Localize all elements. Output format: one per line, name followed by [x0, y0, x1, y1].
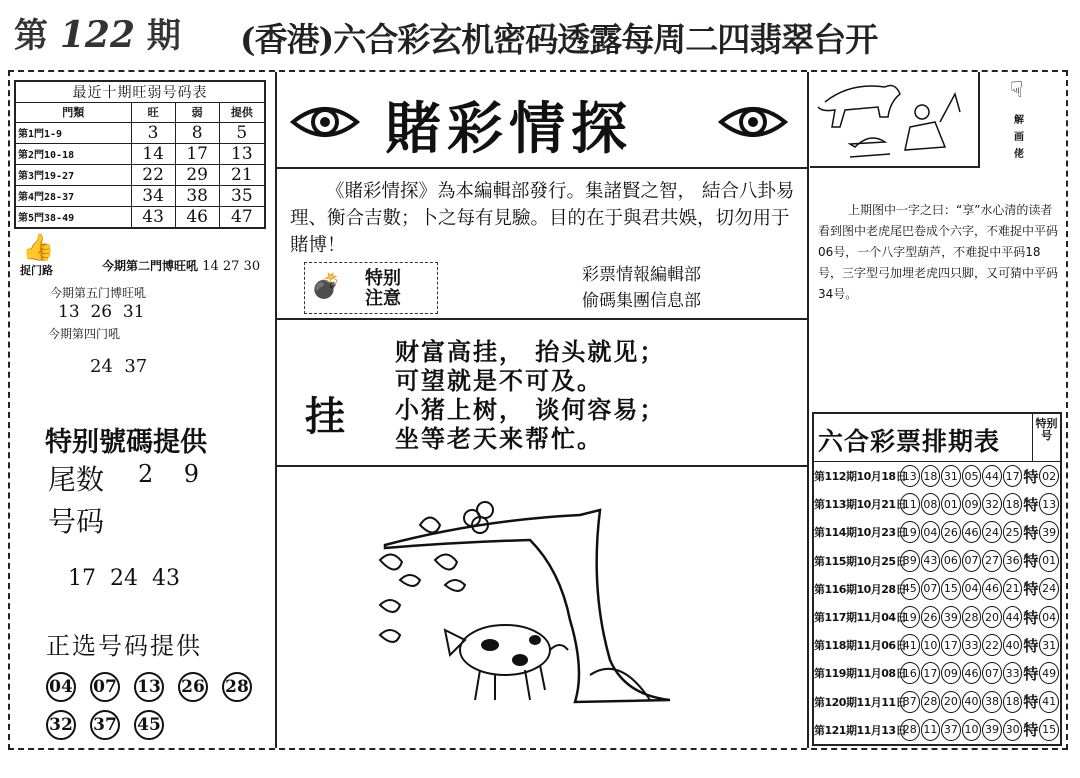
ball-number: 17 — [921, 662, 941, 684]
ball-number: 01 — [941, 493, 961, 515]
special-ball: 15 — [1039, 719, 1059, 741]
tip-line-3-numbers: 24 37 — [90, 356, 148, 377]
special-number-header: 特别号 — [1032, 414, 1060, 461]
poem-line: 小猪上树， 谈何容易； — [395, 396, 666, 424]
ball-number: 41 — [900, 634, 920, 656]
ball-number: 44 — [982, 465, 1002, 487]
row-label: 第4門28-37 — [15, 185, 131, 206]
cell-value: 38 — [175, 185, 219, 206]
ball-number: 06 — [941, 550, 961, 572]
schedule-row — [814, 631, 1060, 659]
cell-value: 35 — [219, 185, 265, 206]
special-ball: 04 — [1039, 606, 1059, 628]
tiger-riddle-image — [810, 72, 978, 166]
ball-number: 11 — [921, 719, 941, 741]
schedule-title: 六合彩票排期表 — [818, 427, 1001, 456]
table-title: 最近十期旺弱号码表 — [15, 81, 265, 103]
page-title: (香港)六合彩玄机密码透露每周二四翡翠台开 — [240, 20, 878, 59]
ball-number: 40 — [1003, 634, 1023, 656]
row-label: 第5門38-49 — [15, 206, 131, 228]
eye-icon — [290, 102, 360, 142]
table-row — [15, 185, 265, 206]
cell-value: 47 — [219, 206, 265, 228]
divider — [276, 318, 807, 320]
riddle-text: 上期图中一字之曰：“享”水心清的读者看到图中老虎尾巴卷成个六字，不难捉中平码06号，一个八字型葫芦，不难捉中平码18号，三字型弓加埋老虎四只脚，又可猜中平码34号。 — [818, 203, 1059, 301]
special-mark: 特 — [1023, 552, 1039, 571]
draw-date: 第114期10月23日 — [814, 526, 907, 540]
special-mark: 特 — [1023, 693, 1039, 712]
special-mark: 特 — [1023, 580, 1039, 599]
column-header: 提供 — [219, 103, 265, 123]
pointing-hand-icon: ☟ — [1010, 78, 1024, 103]
table-row — [15, 164, 265, 185]
ball-number: 18 — [921, 465, 941, 487]
tip-line-3-label: 今期第四门吼 — [48, 327, 121, 341]
ball-number: 10 — [962, 719, 982, 741]
ball-number: 30 — [1003, 719, 1023, 741]
row-label: 第2門10-18 — [15, 143, 131, 164]
tip-line-2-label: 今期第五门博旺吼 — [50, 286, 147, 300]
schedule-row — [814, 688, 1060, 716]
ball-number: 04 — [921, 521, 941, 543]
poem-line: 坐等老天来帮忙。 — [395, 425, 603, 453]
ball-number: 08 — [921, 493, 941, 515]
special-mark: 特 — [1023, 721, 1039, 740]
special-ball: 41 — [1039, 691, 1059, 713]
poem-line: 财富高挂， 抬头就见； — [395, 338, 666, 366]
ball-number: 07 — [921, 578, 941, 600]
ball-number: 09 — [962, 493, 982, 515]
ball-number: 07 — [982, 662, 1002, 684]
ball-number: 40 — [962, 691, 982, 713]
poem-line: 可望就是不可及。 — [395, 367, 603, 395]
ball-number: 39 — [982, 719, 1002, 741]
ball-number: 25 — [1003, 521, 1023, 543]
selection-number: 28 — [222, 672, 252, 702]
poem — [395, 338, 665, 454]
ball-number: 36 — [1003, 550, 1023, 572]
table-row — [15, 143, 265, 164]
cell-value: 14 — [131, 143, 175, 164]
ball-number: 19 — [900, 606, 920, 628]
cell-value: 5 — [219, 122, 265, 143]
cell-value: 34 — [131, 185, 175, 206]
ball-number: 37 — [900, 691, 920, 713]
row-label: 第3門19-27 — [15, 164, 131, 185]
divider — [807, 72, 809, 748]
thumbs-up-icon: 👍 — [22, 233, 55, 263]
ball-number: 15 — [941, 578, 961, 600]
ball-number: 17 — [941, 634, 961, 656]
special-mark: 特 — [1023, 523, 1039, 542]
ball-number: 20 — [982, 606, 1002, 628]
selection-number: 45 — [134, 710, 164, 740]
special-ball: 39 — [1039, 521, 1059, 543]
ball-number: 21 — [1003, 578, 1023, 600]
table-row — [15, 206, 265, 228]
ball-number: 18 — [1003, 493, 1023, 515]
ball-number: 31 — [941, 465, 961, 487]
ball-number: 46 — [962, 521, 982, 543]
schedule-table — [812, 412, 1062, 746]
draw-date: 第115期10月25日 — [814, 554, 907, 568]
selection-number: 32 — [46, 710, 76, 740]
special-ball: 01 — [1039, 550, 1059, 572]
schedule-row — [814, 603, 1060, 631]
riddle-side-label: 解画佬 — [1014, 115, 1024, 160]
ball-number: 20 — [941, 691, 961, 713]
cell-value: 22 — [131, 164, 175, 185]
ball-number: 10 — [921, 634, 941, 656]
signature-line: 偷碼集團信息部 — [582, 291, 701, 311]
intro-text: 《賭彩情探》為本編輯部發行。集諸賢之智， 結合八卦易理、衡合吉數；卜之每有見驗。目的在于與君共娛，切勿用于賭博！ — [290, 181, 795, 256]
ball-number: 33 — [1003, 662, 1023, 684]
ball-number: 37 — [941, 719, 961, 741]
ball-number: 13 — [900, 465, 920, 487]
cell-value: 29 — [175, 164, 219, 185]
ball-number: 38 — [982, 691, 1002, 713]
ball-number: 46 — [982, 578, 1002, 600]
draw-date: 第116期10月28日 — [814, 582, 907, 596]
tail-label: 尾数 — [48, 463, 105, 496]
door-tips-label: 捉门路 — [20, 264, 53, 277]
cell-value: 3 — [131, 122, 175, 143]
ball-number: 43 — [921, 550, 941, 572]
ball-number: 16 — [900, 662, 920, 684]
ball-number: 44 — [1003, 606, 1023, 628]
pig-tree-illustration — [280, 470, 805, 745]
ball-number: 17 — [1003, 465, 1023, 487]
special-mark: 特 — [1023, 636, 1039, 655]
selection-number: 07 — [90, 672, 120, 702]
schedule-row — [814, 659, 1060, 687]
schedule-row — [814, 716, 1060, 744]
schedule-row — [814, 490, 1060, 518]
eye-icon — [718, 102, 788, 142]
tip-line-2-numbers: 13 26 31 — [58, 302, 145, 322]
notice-line: 注意 — [365, 288, 401, 309]
schedule-row — [814, 547, 1060, 575]
draw-date: 第119期11月08日 — [814, 667, 907, 681]
ball-number: 05 — [962, 465, 982, 487]
ball-number: 04 — [962, 578, 982, 600]
special-ball: 31 — [1039, 634, 1059, 656]
poem-key-char: 挂 — [305, 394, 345, 440]
schedule-row — [814, 462, 1060, 490]
riddle-picture — [810, 72, 980, 168]
special-ball: 02 — [1039, 465, 1059, 487]
number-label: 号码 — [48, 505, 105, 538]
divider — [276, 465, 807, 467]
ball-number: 26 — [941, 521, 961, 543]
selection-number: 26 — [178, 672, 208, 702]
special-mark: 特 — [1023, 495, 1039, 514]
ball-number: 46 — [962, 662, 982, 684]
ball-number: 39 — [900, 550, 920, 572]
selection-numbers — [46, 668, 276, 744]
ball-number: 22 — [982, 634, 1002, 656]
cell-value: 17 — [175, 143, 219, 164]
ball-number: 19 — [900, 521, 920, 543]
selection-title: 正选号码提供 — [46, 632, 202, 660]
ball-number: 26 — [921, 606, 941, 628]
draw-date: 第121期11月13日 — [814, 723, 907, 737]
ball-number: 11 — [900, 493, 920, 515]
schedule-row — [814, 575, 1060, 603]
divider — [276, 167, 807, 169]
column-header: 旺 — [131, 103, 175, 123]
cell-value: 43 — [131, 206, 175, 228]
special-mark: 特 — [1023, 664, 1039, 683]
ball-number: 24 — [982, 521, 1002, 543]
ball-number: 18 — [1003, 691, 1023, 713]
tip-line-1: 今期第二門博旺吼 14 27 30 — [102, 259, 261, 274]
ball-number: 28 — [900, 719, 920, 741]
divider — [275, 72, 277, 748]
notice-line: 特别 — [365, 268, 401, 289]
draw-date: 第113期10月21日 — [814, 498, 907, 512]
special-mark: 特 — [1023, 608, 1039, 627]
hot-cold-table — [14, 80, 266, 229]
draw-date: 第118期11月06日 — [814, 639, 907, 653]
special-title: 特别號碼提供 — [45, 427, 207, 458]
column-header: 弱 — [175, 103, 219, 123]
special-mark: 特 — [1023, 467, 1039, 486]
bomb-icon: 💣 — [311, 272, 341, 300]
draw-date: 第120期11月11日 — [814, 695, 907, 709]
cell-value: 8 — [175, 122, 219, 143]
banner-title: 賭彩情探 — [385, 96, 633, 162]
selection-number: 37 — [90, 710, 120, 740]
ball-number: 28 — [962, 606, 982, 628]
table-row — [15, 122, 265, 143]
signature — [582, 262, 701, 314]
schedule-row — [814, 518, 1060, 546]
ball-number: 33 — [962, 634, 982, 656]
selection-number: 13 — [134, 672, 164, 702]
ball-number: 39 — [941, 606, 961, 628]
cell-value: 13 — [219, 143, 265, 164]
ball-number: 45 — [900, 578, 920, 600]
ball-number: 32 — [982, 493, 1002, 515]
column-header: 門類 — [15, 103, 131, 123]
special-ball: 49 — [1039, 662, 1059, 684]
special-ball: 13 — [1039, 493, 1059, 515]
tail-values: 2 9 — [138, 460, 200, 488]
ball-number: 07 — [962, 550, 982, 572]
ball-number: 09 — [941, 662, 961, 684]
issue-label: 第 122 期 — [14, 14, 181, 56]
signature-line: 彩票情報編輯部 — [582, 265, 701, 285]
cell-value: 21 — [219, 164, 265, 185]
special-notice — [304, 262, 438, 314]
special-ball: 24 — [1039, 578, 1059, 600]
draw-date: 第112期10月18日 — [814, 470, 907, 484]
ball-number: 28 — [921, 691, 941, 713]
cell-value: 46 — [175, 206, 219, 228]
ball-number: 27 — [982, 550, 1002, 572]
selection-number: 04 — [46, 672, 76, 702]
draw-date: 第117期11月04日 — [814, 611, 907, 625]
row-label: 第1門1-9 — [15, 122, 131, 143]
special-numbers: 17 24 43 — [68, 566, 180, 591]
